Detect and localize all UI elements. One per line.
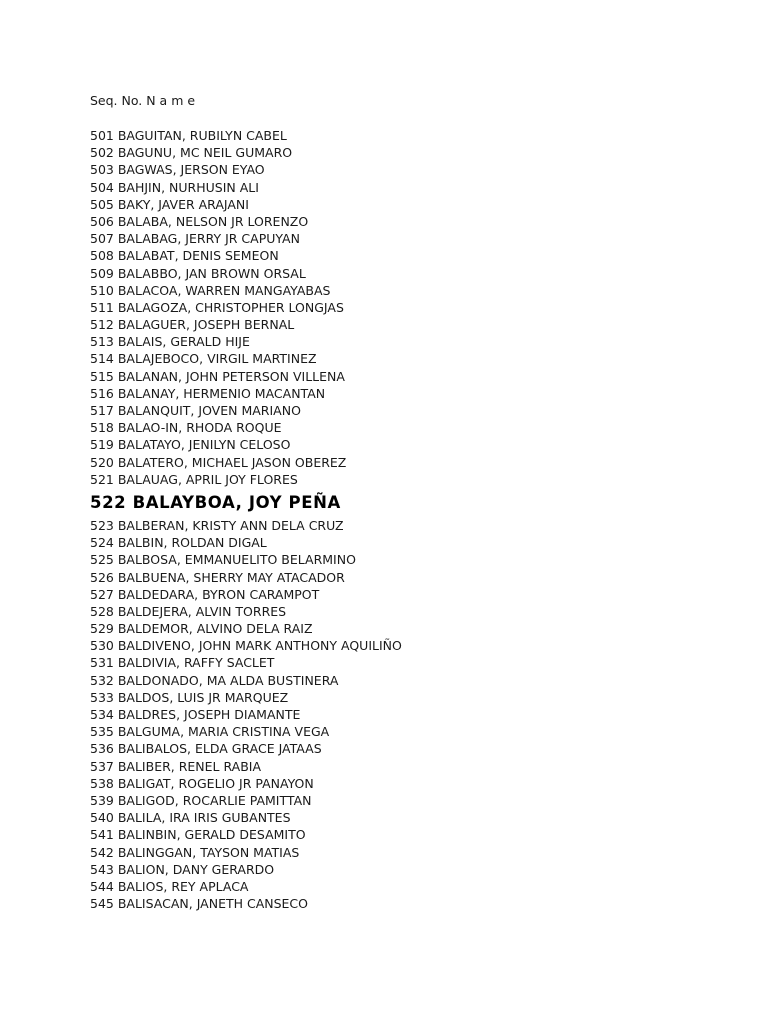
list-item xyxy=(90,368,730,385)
list-item-highlighted xyxy=(90,488,730,517)
list-item xyxy=(90,637,730,654)
seq-number: 508 xyxy=(90,248,114,264)
seq-number: 530 xyxy=(90,638,114,654)
person-name: BALABBO, JAN BROWN ORSAL xyxy=(117,265,306,281)
person-name: BAHJIN, NURHUSIN ALI xyxy=(117,179,259,195)
person-name: BALILA, IRA IRIS GUBANTES xyxy=(117,810,291,826)
list-item xyxy=(90,775,730,792)
list-item xyxy=(90,350,730,367)
seq-number: 538 xyxy=(90,775,114,791)
person-name: BALABAT, DENIS SEMEON xyxy=(117,248,279,264)
list-item xyxy=(90,689,730,706)
person-name: BALIBALOS, ELDA GRACE JATAAS xyxy=(117,741,322,757)
list-item xyxy=(90,534,730,551)
list-item xyxy=(90,144,730,161)
seq-number: 509 xyxy=(90,265,114,281)
person-name: BAGUNU, MC NEIL GUMARO xyxy=(117,145,293,161)
person-name: BALACOA, WARREN MANGAYABAS xyxy=(117,282,331,298)
seq-number: 524 xyxy=(90,535,114,551)
seq-number: 514 xyxy=(90,351,114,367)
person-name: BALATAYO, JENILYN CELOSO xyxy=(117,437,291,453)
seq-number: 518 xyxy=(90,420,114,436)
person-name: BALABAG, JERRY JR CAPUYAN xyxy=(117,231,300,247)
seq-number: 503 xyxy=(90,162,114,178)
seq-number: 542 xyxy=(90,844,114,860)
list-item xyxy=(90,809,730,826)
person-name: BALBUENA, SHERRY MAY ATACADOR xyxy=(117,569,345,585)
list-item xyxy=(90,419,730,436)
list-item xyxy=(90,454,730,471)
list-item xyxy=(90,385,730,402)
seq-number: 531 xyxy=(90,655,114,671)
seq-number: 511 xyxy=(90,299,114,315)
seq-number: 506 xyxy=(90,213,114,229)
list-item xyxy=(90,895,730,912)
person-name: BALDEJERA, ALVIN TORRES xyxy=(117,603,287,619)
list-item xyxy=(90,436,730,453)
person-name: BALANAN, JOHN PETERSON VILLENA xyxy=(117,368,345,384)
person-name: BALIOS, REY APLACA xyxy=(117,878,249,894)
list-item xyxy=(90,758,730,775)
list-item xyxy=(90,299,730,316)
seq-number: 501 xyxy=(90,128,114,143)
person-name: BAGWAS, JERSON EYAO xyxy=(117,162,265,178)
name-list xyxy=(90,127,730,912)
seq-number: 525 xyxy=(90,552,114,568)
seq-number: 527 xyxy=(90,586,114,602)
list-item xyxy=(90,247,730,264)
seq-number: 510 xyxy=(90,282,114,298)
person-name: BALAUAG, APRIL JOY FLORES xyxy=(117,471,298,487)
list-item xyxy=(90,861,730,878)
person-name: BALISACAN, JANETH CANSECO xyxy=(117,896,308,912)
list-item xyxy=(90,127,730,144)
person-name: BALBIN, ROLDAN DIGAL xyxy=(117,535,267,551)
list-item xyxy=(90,161,730,178)
person-name: BALANAY, HERMENIO MACANTAN xyxy=(117,385,326,401)
person-name: BALDONADO, MA ALDA BUSTINERA xyxy=(117,672,339,688)
list-item xyxy=(90,723,730,740)
column-header: Seq. No. N a m e xyxy=(90,93,196,108)
list-item xyxy=(90,517,730,534)
list-item xyxy=(90,706,730,723)
list-item xyxy=(90,878,730,895)
person-name: BAKY, JAVER ARAJANI xyxy=(117,196,249,212)
seq-number: 504 xyxy=(90,179,114,195)
seq-number: 512 xyxy=(90,317,114,333)
person-name: BALDIVIA, RAFFY SACLET xyxy=(117,655,275,671)
list-item xyxy=(90,654,730,671)
seq-number: 535 xyxy=(90,724,114,740)
list-item xyxy=(90,826,730,843)
person-name: BALAJEBOCO, VIRGIL MARTINEZ xyxy=(117,351,317,367)
list-item xyxy=(90,316,730,333)
list-item xyxy=(90,792,730,809)
seq-number: 528 xyxy=(90,603,114,619)
person-name: BALABA, NELSON JR LORENZO xyxy=(117,213,309,229)
person-name: BALAIS, GERALD HIJE xyxy=(117,334,250,350)
seq-number: 517 xyxy=(90,403,114,418)
person-name: BALINBIN, GERALD DESAMITO xyxy=(117,827,306,843)
seq-number: 526 xyxy=(90,569,114,585)
person-name: BALAYBOA, JOY PEÑA xyxy=(132,492,341,512)
person-name: BALIBER, RENEL RABIA xyxy=(117,758,262,774)
list-item xyxy=(90,282,730,299)
list-item xyxy=(90,844,730,861)
seq-number: 513 xyxy=(90,334,114,350)
list-item xyxy=(90,672,730,689)
seq-number: 519 xyxy=(90,437,114,453)
person-name: BALBOSA, EMMANUELITO BELARMINO xyxy=(117,552,356,568)
list-item xyxy=(90,265,730,282)
seq-number: 541 xyxy=(90,827,114,843)
document-page xyxy=(90,92,730,912)
list-item xyxy=(90,196,730,213)
seq-number: 532 xyxy=(90,672,114,688)
seq-number: 520 xyxy=(90,454,114,470)
seq-number: 505 xyxy=(90,196,114,212)
person-name: BALDEDARA, BYRON CARAMPOT xyxy=(117,586,320,602)
person-name: BALANQUIT, JOVEN MARIANO xyxy=(117,403,301,418)
list-item xyxy=(90,551,730,568)
seq-number: 545 xyxy=(90,896,114,912)
seq-number: 507 xyxy=(90,231,114,247)
person-name: BALIGAT, ROGELIO JR PANAYON xyxy=(117,775,314,791)
seq-number: 522 xyxy=(90,492,127,512)
list-item xyxy=(90,402,730,419)
seq-number: 537 xyxy=(90,758,114,774)
list-item xyxy=(90,179,730,196)
seq-number: 544 xyxy=(90,878,114,894)
list-item xyxy=(90,569,730,586)
seq-number: 543 xyxy=(90,861,114,877)
list-item xyxy=(90,213,730,230)
person-name: BALIGOD, ROCARLIE PAMITTAN xyxy=(117,792,312,808)
person-name: BALDIVENO, JOHN MARK ANTHONY AQUILIÑO xyxy=(117,638,402,654)
seq-number: 536 xyxy=(90,741,114,757)
person-name: BALATERO, MICHAEL JASON OBEREZ xyxy=(117,454,347,470)
seq-number: 523 xyxy=(90,517,114,533)
person-name: BALDEMOR, ALVINO DELA RAIZ xyxy=(117,621,313,637)
person-name: BALINGGAN, TAYSON MATIAS xyxy=(117,844,300,860)
seq-number: 516 xyxy=(90,385,114,401)
seq-number: 515 xyxy=(90,368,114,384)
list-item xyxy=(90,620,730,637)
list-item xyxy=(90,586,730,603)
list-item xyxy=(90,230,730,247)
person-name: BALAGUER, JOSEPH BERNAL xyxy=(117,317,295,333)
person-name: BALAGOZA, CHRISTOPHER LONGJAS xyxy=(117,299,344,315)
seq-number: 534 xyxy=(90,707,114,722)
person-name: BALAO-IN, RHODA ROQUE xyxy=(117,420,282,436)
seq-number: 533 xyxy=(90,689,114,705)
person-name: BALBERAN, KRISTY ANN DELA CRUZ xyxy=(117,517,344,533)
seq-number: 521 xyxy=(90,471,114,487)
person-name: BALDOS, LUIS JR MARQUEZ xyxy=(117,689,289,705)
person-name: BAGUITAN, RUBILYN CABEL xyxy=(117,128,287,143)
person-name: BALGUMA, MARIA CRISTINA VEGA xyxy=(117,724,330,740)
person-name: BALDRES, JOSEPH DIAMANTE xyxy=(117,707,301,722)
person-name: BALION, DANY GERARDO xyxy=(117,861,275,877)
seq-number: 502 xyxy=(90,145,114,161)
list-item xyxy=(90,471,730,488)
list-item xyxy=(90,740,730,757)
list-item xyxy=(90,603,730,620)
seq-number: 540 xyxy=(90,810,114,826)
list-item xyxy=(90,333,730,350)
seq-number: 539 xyxy=(90,792,114,808)
seq-number: 529 xyxy=(90,621,114,637)
